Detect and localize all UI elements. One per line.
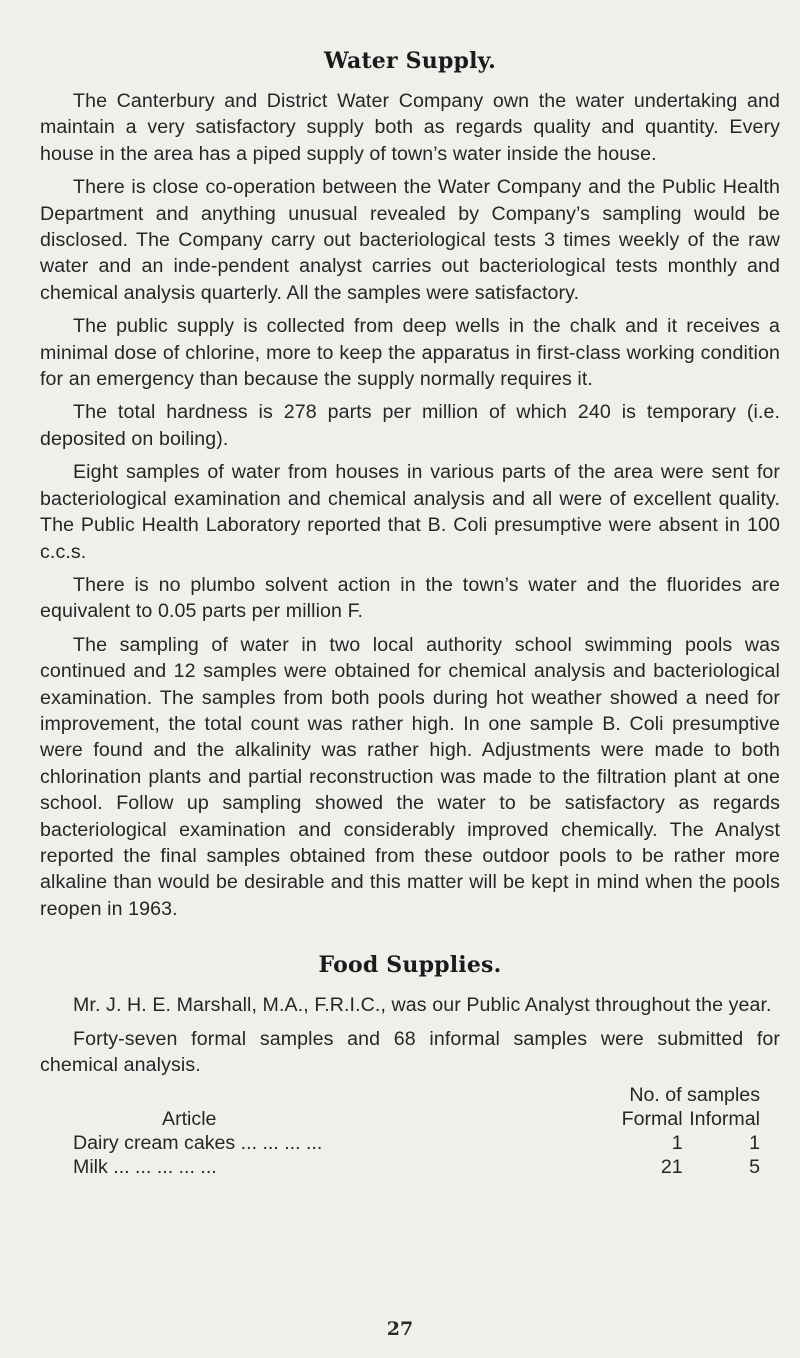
informal-cell: 1: [749, 1132, 760, 1155]
formal-cell: 21: [660, 1156, 683, 1179]
table-group-header-row: [40, 1083, 760, 1107]
water-supply-heading: Water Supply.: [324, 48, 496, 74]
no-of-samples-header: No. of samples: [629, 1084, 760, 1107]
page-content: [40, 48, 780, 1179]
formal-column-header: Formal: [621, 1108, 683, 1131]
water-paragraph: There is no plumbo solvent action in the town’s water and the fluorides are equivalent to 0.05 parts per million F.: [40, 573, 780, 623]
water-paragraph: There is close co-operation between the Water Company and the Public Health Department and anything unusual revealed by Company’s sampling would be disclosed. The Company carry out bacteriological tests 3 times weekly of the raw water and an inde-pendent analyst carries out bacteriological tests monthly and chemical analysis quarterly. All the samples were satisfactory.: [40, 176, 780, 304]
food-supplies-heading: Food Supplies.: [318, 952, 502, 979]
article-cell: Milk ... ... ... ... ...: [73, 1156, 217, 1179]
water-paragraph: Eight samples of water from houses in various parts of the area were sent for bacteriological examination and chemical analysis and all were of excellent quality. The Public Health Laboratory reported that B. Coli presumptive were absent in 100 c.c.s.: [40, 461, 780, 563]
food-paragraph: Mr. J. H. E. Marshall, M.A., F.R.I.C., was our Public Analyst throughout the year.: [73, 994, 772, 1017]
table-row: [40, 1155, 760, 1179]
table-header-row: [40, 1107, 760, 1131]
water-supply-section: [40, 88, 780, 922]
food-supplies-section: [40, 992, 780, 1179]
formal-cell: 1: [671, 1132, 683, 1155]
article-cell: Dairy cream cakes ... ... ... ...: [73, 1132, 323, 1155]
water-paragraph: The Canterbury and District Water Company own the water undertaking and maintain a very satisfactory supply both as regards quality and quantity. Every house in the area has a piped supply of town’s water inside the house.: [40, 90, 780, 165]
water-paragraph: The total hardness is 278 parts per million of which 240 is temporary (i.e. deposited on boiling).: [40, 401, 780, 450]
water-paragraph: The public supply is collected from deep wells in the chalk and it receives a minimal dose of chlorine, more to keep the apparatus in first-class working condition for an emergency than because the supply normally requires it.: [40, 315, 780, 391]
water-paragraph: The sampling of water in two local authority school swimming pools was continued and 12 samples were obtained for chemical analysis and bacteriological examination. The samples from both pools during hot weather showed a need for improvement, the total count was rather high. In one sample B. Coli presumptive were found and the alkalinity was rather high. Adjustments were made to both chlorination plants and partial reconstruction was made to the filtration plant at one school. Follow up sampling showed the water to be satisfactory as regards bacteriological examination and considerably improved chemically. The Analyst reported the final samples obtained from these outdoor pools to be rather more alkaline than would be desirable and this matter will be kept in mind when the pools reopen in 1963.: [40, 633, 780, 920]
table-row: [40, 1131, 760, 1155]
informal-column-header: Informal: [689, 1108, 760, 1131]
food-paragraph: Forty-seven formal samples and 68 informal samples were submitted for chemical analysis.: [40, 1027, 780, 1076]
page-number: 27: [386, 1318, 414, 1340]
informal-cell: 5: [749, 1156, 760, 1179]
samples-table: [40, 1083, 760, 1179]
article-column-header: Article: [162, 1108, 217, 1131]
